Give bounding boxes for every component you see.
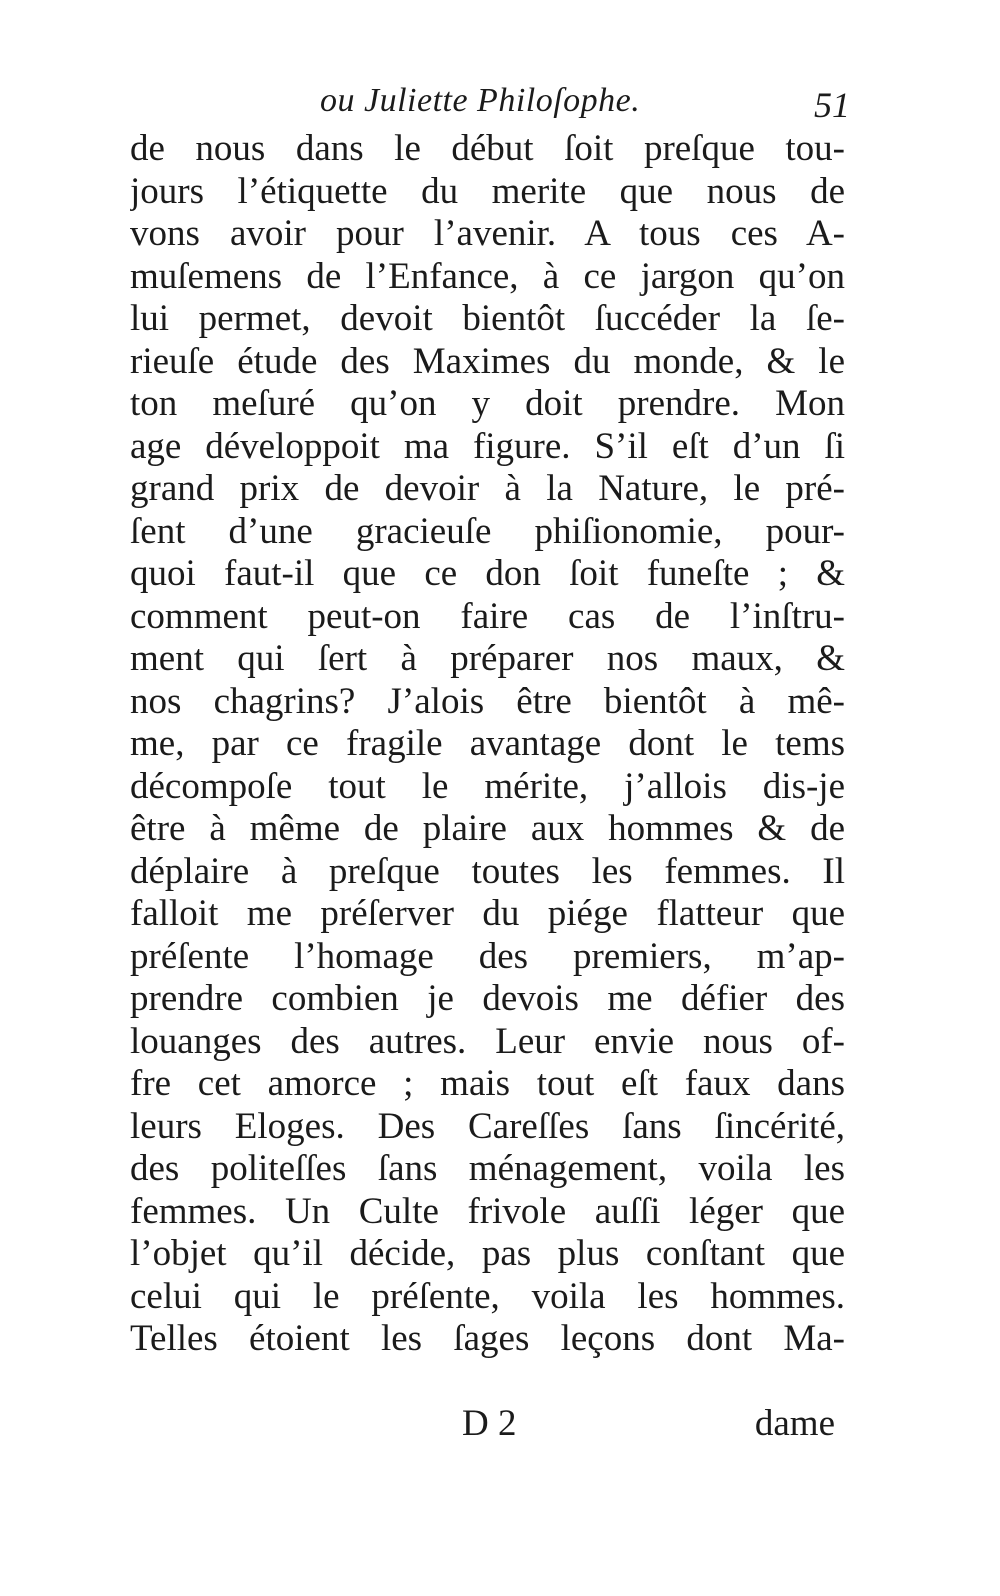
text-line: prendre combien je devois me défier des xyxy=(130,978,845,1019)
text-line: falloit me préſerver du piége flatteur que xyxy=(130,893,845,934)
text-line: des politeſſes ſans ménagement, voila les xyxy=(130,1148,845,1189)
page-footer xyxy=(130,1402,845,1446)
text-line: Telles étoient les ſages leçons dont Ma- xyxy=(130,1318,845,1359)
text-line: préſente l’homage des premiers, m’ap- xyxy=(130,935,845,977)
text-line: nos chagrins? J’alois être bientôt à mê- xyxy=(130,680,845,722)
page-number: 51 xyxy=(814,85,850,125)
running-title: ou Juliette Philoſophe. xyxy=(320,82,641,119)
text-line: ſent d’une gracieuſe phiſionomie, pour- xyxy=(130,510,845,552)
text-line: me, par ce fragile avantage dont le tems xyxy=(130,723,845,764)
text-line: grand prix de devoir à la Nature, le pré- xyxy=(130,468,845,509)
signature-mark: D 2 xyxy=(462,1403,517,1444)
text-line: de nous dans le début ſoit preſque tou- xyxy=(130,128,845,169)
text-line: être à même de plaire aux hommes & de xyxy=(130,808,845,849)
text-line: quoi faut-il que ce don ſoit funeſte ; & xyxy=(130,553,845,594)
text-line: celui qui le préſente, voila les hommes. xyxy=(130,1275,845,1317)
text-line: lui permet, devoit bientôt ſuccéder la ſe- xyxy=(130,298,845,339)
text-line: muſemens de l’Enfance, à ce jargon qu’on xyxy=(130,255,845,297)
text-line: comment peut-on faire cas de l’inſtru- xyxy=(130,595,845,637)
text-line: ton meſuré qu’on y doit prendre. Mon xyxy=(130,383,845,424)
text-line: décompoſe tout le mérite, j’allois dis-je xyxy=(130,765,845,807)
text-line: ment qui ſert à préparer nos maux, & xyxy=(130,638,845,679)
text-line: l’objet qu’il décide, pas plus conſtant que xyxy=(130,1233,845,1274)
text-line: vons avoir pour l’avenir. A tous ces A- xyxy=(130,213,845,254)
body-text xyxy=(130,128,845,1361)
text-line: jours l’étiquette du merite que nous de xyxy=(130,170,845,212)
text-line: fre cet amorce ; mais tout eſt faux dans xyxy=(130,1063,845,1104)
text-line: age développoit ma figure. S’il eſt d’un ſi xyxy=(130,425,845,467)
text-line: femmes. Un Culte frivole auſſi léger que xyxy=(130,1190,845,1232)
page-header xyxy=(130,82,850,130)
text-line: leurs Eloges. Des Careſſes ſans ſincérité, xyxy=(130,1105,845,1147)
text-line: louanges des autres. Leur envie nous of- xyxy=(130,1020,845,1062)
text-line: rieuſe étude des Maximes du monde, & le xyxy=(130,340,845,382)
text-line: déplaire à preſque toutes les femmes. Il xyxy=(130,850,845,892)
catchword: dame xyxy=(754,1403,835,1444)
